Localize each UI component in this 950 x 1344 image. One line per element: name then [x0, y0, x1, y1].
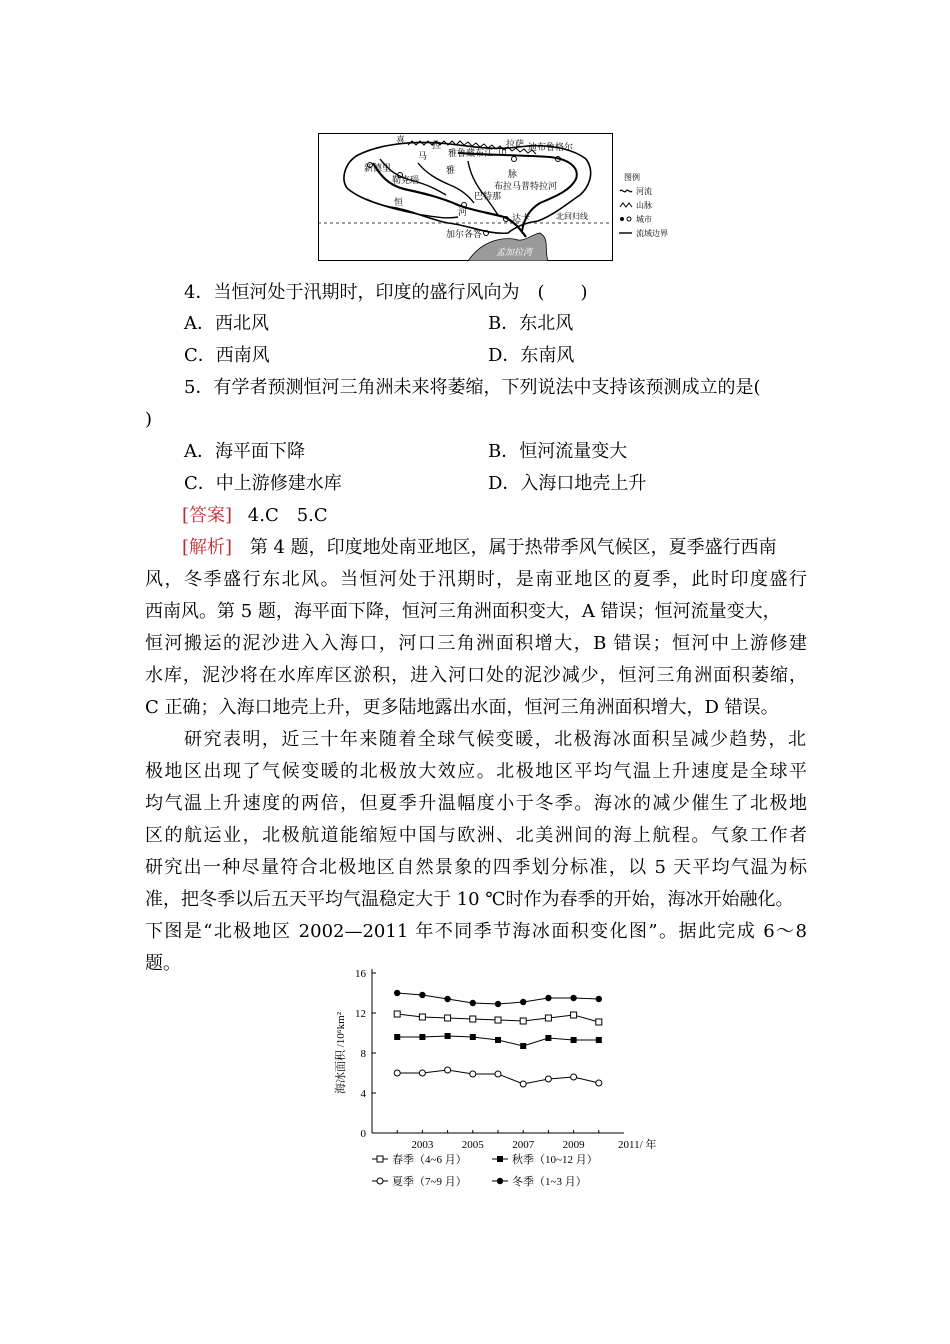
legend-label: 夏季（7~9 月）	[392, 1176, 467, 1188]
data-point	[596, 1019, 602, 1025]
legend-boundary: 流域边界	[636, 229, 668, 238]
map-label: 布拉马普特拉河	[494, 181, 558, 191]
map-label: 达卡	[512, 213, 531, 223]
y-tick-label: 8	[360, 1048, 366, 1060]
data-point	[596, 1037, 602, 1043]
q5-option-a: A．海平面下降	[184, 441, 305, 462]
data-point	[445, 1015, 451, 1021]
analysis-line-1	[182, 537, 806, 559]
q5-option-d: D．入海口地壳上升	[488, 473, 647, 494]
passage-line: 研究表明，近三十年来随着全球气候变暖，北极海冰面积呈减少趋势，北	[184, 729, 806, 750]
passage-line: 题。	[145, 953, 181, 974]
data-point	[545, 1035, 551, 1041]
data-point	[545, 1015, 551, 1021]
analysis-line: 恒河搬运的泥沙进入入海口，河口三角洲面积增大，B 错误；恒河中上游修建	[145, 633, 807, 654]
map-label: 迪布鲁格尔	[528, 142, 574, 152]
x-tick-label: 2005	[461, 1139, 484, 1151]
river-legend-icon	[620, 190, 632, 192]
legend-marker	[497, 1156, 503, 1162]
data-point	[445, 1067, 451, 1073]
data-point	[520, 1081, 526, 1087]
q5-stem-end: )	[145, 409, 153, 430]
data-point	[571, 1074, 577, 1080]
x-tick-label: 2009	[562, 1139, 585, 1151]
map-label: 雅鲁藏布江	[448, 148, 494, 158]
map-legend	[619, 172, 668, 238]
data-point	[470, 1016, 476, 1022]
data-point	[394, 1034, 400, 1040]
map-label: 喜	[396, 135, 406, 145]
data-point	[394, 1011, 400, 1017]
passage-line: 下图是“北极地区 2002—2011 年不同季节海冰面积变化图”。据此完成 6～8	[145, 921, 807, 942]
map-label: 孟加拉湾	[496, 247, 533, 257]
analysis-line: C 正确；入海口地壳上升，更多陆地露出水面，恒河三角洲面积增大，D 错误。	[145, 697, 779, 718]
map-label: 勒克瑙	[392, 175, 420, 185]
data-point	[495, 1071, 501, 1077]
map-label: 脉	[508, 169, 518, 179]
map-label: 山	[498, 147, 508, 157]
y-tick-label: 4	[360, 1088, 366, 1100]
analysis-line: 风，冬季盛行东北风。当恒河处于汛期时，是南亚地区的夏季，此时印度盛行	[145, 569, 807, 590]
data-point	[419, 1070, 425, 1076]
analysis-tag: [解析]	[182, 537, 233, 558]
q4-stem: 4．当恒河处于汛期时，印度的盛行风向为 ( )	[184, 282, 588, 303]
data-point	[470, 1000, 476, 1006]
map-label: 新德里	[364, 163, 392, 173]
legend-river: 河流	[636, 187, 652, 196]
data-point	[570, 995, 576, 1001]
map-label: 北回归线	[556, 212, 588, 221]
q5-option-c: C．中上游修建水库	[184, 473, 342, 494]
analysis-line: 水库，泥沙将在水库库区淤积，进入河口处的泥沙减少，恒河三角洲面积萎缩，	[145, 665, 807, 686]
data-point	[495, 1001, 501, 1007]
q4-option-b: B．东北风	[488, 313, 574, 334]
legend-title: 图例	[624, 173, 640, 182]
data-point	[545, 995, 551, 1001]
data-point	[571, 1037, 577, 1043]
q5-stem: 5．有学者预测恒河三角洲未来将萎缩，下列说法中支持该预测成立的是(	[184, 377, 761, 398]
data-point	[470, 1034, 476, 1040]
legend-marker	[497, 1178, 503, 1184]
answer-tag: [答案]	[182, 505, 233, 526]
data-point	[419, 1014, 425, 1020]
map-label: 拉	[432, 140, 442, 150]
city-legend-icon	[627, 217, 631, 221]
y-tick-label: 12	[355, 1008, 366, 1020]
passage-line: 均气温上升速度的两倍，但夏季升温幅度小于冬季。海冰的减少催生了北极地	[145, 793, 807, 814]
data-point	[520, 1018, 526, 1024]
data-point	[470, 1071, 476, 1077]
map-label: 加尔各答	[446, 229, 483, 239]
map-label: 马	[418, 151, 428, 161]
q4-option-c: C．西南风	[184, 345, 270, 366]
analysis-line: 西南风。第 5 题，海平面下降，恒河三角洲面积变大，A 错误；恒河流量变大，	[145, 601, 781, 622]
y-axis-label: 海冰面积 /10⁶km²	[335, 1012, 347, 1094]
legend-label: 冬季（1~3 月）	[512, 1176, 587, 1188]
data-point	[394, 1070, 400, 1076]
data-point	[596, 996, 602, 1002]
legend-label: 春季（4~6 月）	[392, 1154, 467, 1166]
data-point	[571, 1012, 577, 1018]
data-point	[495, 1037, 501, 1043]
data-point	[394, 990, 400, 996]
passage-line: 区的航运业，北极航道能缩短中国与欧洲、北美洲间的海上航程。气象工作者	[145, 825, 807, 846]
map-label: 拉萨	[506, 139, 525, 149]
data-point	[545, 1076, 551, 1082]
ganges-basin-map	[318, 133, 682, 261]
map-label: 恒	[394, 197, 404, 207]
x-tick-label: 2007	[512, 1139, 535, 1151]
legend-city: 城市	[636, 215, 652, 224]
data-point	[596, 1080, 602, 1086]
x-tick-label: 2003	[411, 1139, 434, 1151]
y-tick-label: 16	[355, 968, 366, 980]
x-axis-label: 2011/ 年	[618, 1139, 657, 1151]
map-label: 河	[458, 207, 468, 217]
data-point	[520, 1043, 526, 1049]
data-point	[495, 1017, 501, 1023]
q4-option-a: A．西北风	[184, 313, 269, 334]
passage-line: 准，把冬季以后五天平均气温稳定大于 10 ℃时作为春季的开始，海冰开始融化。	[145, 889, 794, 910]
analysis-text: 第 4 题，印度地处南亚地区，属于热带季风气候区，夏季盛行西南	[249, 537, 777, 558]
data-point	[520, 999, 526, 1005]
data-point	[419, 1034, 425, 1040]
mountain-legend-icon	[620, 203, 632, 207]
answer-text: 4.C 5.C	[247, 505, 328, 526]
legend-marker	[377, 1178, 383, 1184]
legend-marker	[377, 1156, 383, 1162]
legend-label: 秋季（10~12 月）	[512, 1154, 598, 1166]
map-label: 巴特那	[474, 191, 502, 201]
q5-option-b: B．恒河流量变大	[488, 441, 628, 462]
passage-line: 研究出一种尽量符合北极地区自然景象的四季划分标准，以 5 天平均气温为标	[145, 857, 807, 878]
data-point	[445, 1033, 451, 1039]
sea-ice-chart	[328, 963, 658, 1199]
city-legend-icon	[620, 217, 624, 221]
passage-line: 极地区出现了气候变暖的北极放大效应。北极地区平均气温上升速度是全球平	[145, 761, 807, 782]
legend-mountain: 山脉	[636, 201, 652, 210]
data-point	[419, 992, 425, 998]
data-point	[444, 996, 450, 1002]
q4-option-d: D．东南风	[488, 345, 575, 366]
map-label: 雅	[446, 165, 456, 175]
answer-line	[182, 505, 328, 527]
y-tick-label: 0	[360, 1128, 366, 1140]
